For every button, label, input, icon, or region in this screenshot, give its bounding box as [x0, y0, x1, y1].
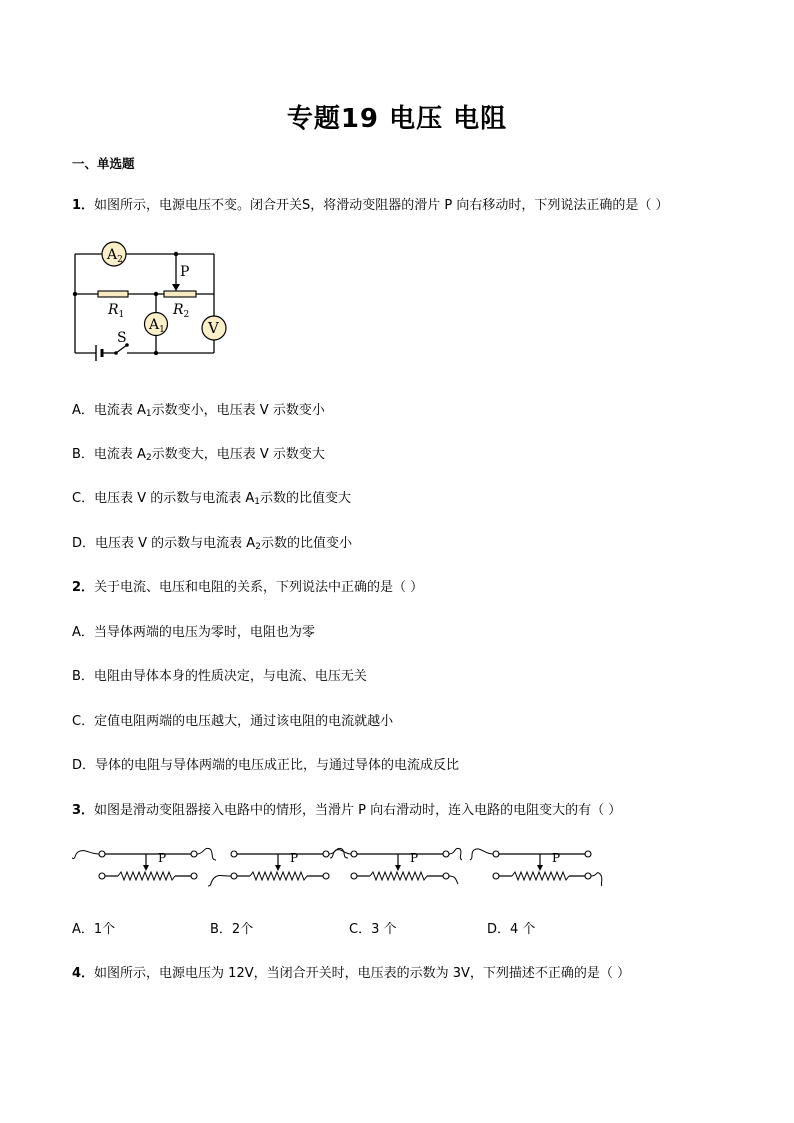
resistor-r1-label: $R_1$ — [108, 302, 125, 320]
section-heading: 一、单选题 — [72, 156, 135, 171]
slider-p-label: P — [552, 851, 561, 865]
q2-option-d: D．导体的电阻与导体两端的电压成正比，与通过导体的电流成反比 — [72, 758, 460, 773]
slider-p-label: P — [180, 264, 190, 280]
question-4 — [72, 962, 630, 981]
q3-option-a: A．1个 — [72, 922, 116, 937]
question-text: 关于电流、电压和电阻的关系，下列说法中正确的是（ ） — [94, 580, 424, 595]
q1-option-c: C．电压表 V 的示数与电流表 $A_1$示数的比值变大 — [72, 491, 352, 507]
slider-p-label: P — [290, 851, 299, 865]
switch-label: S — [117, 330, 127, 346]
q2-option-c: C．定值电阻两端的电压越大，通过该电阻的电流就越小 — [72, 714, 394, 729]
rheostat-2 — [208, 848, 348, 886]
q3-option-c: C．3 个 — [349, 922, 397, 937]
rheostat-diagrams-q3 — [70, 840, 610, 890]
voltmeter-label: V — [208, 319, 219, 337]
rheostat-1 — [72, 848, 216, 880]
slider-p-label: P — [410, 851, 419, 865]
question-1 — [72, 194, 669, 213]
q2-option-b: B．电阻由导体本身的性质决定，与电流、电压无关 — [72, 669, 367, 684]
question-text: 如图所示，电源电压为 12V，当闭合开关时，电压表的示数为 3V，下列描述不正确的是（ ） — [94, 966, 631, 981]
rheostat-3 — [330, 848, 462, 884]
question-number: 3． — [72, 803, 95, 818]
q3-option-d: D．4 个 — [487, 922, 536, 937]
question-number: 1． — [72, 198, 95, 213]
question-2 — [72, 576, 423, 595]
q2-option-a: A．当导体两端的电压为零时，电阻也为零 — [72, 625, 315, 640]
circuit-diagram-q1 — [66, 236, 246, 366]
question-number: 2． — [72, 580, 95, 595]
ammeter-a2-label: $A_2$ — [107, 247, 123, 265]
ammeter-a1-label: $A_1$ — [149, 317, 165, 335]
question-number: 4． — [72, 966, 95, 981]
resistor-r2-label: $R_2$ — [173, 302, 190, 320]
rheostat-4 — [470, 849, 602, 886]
slider-p-label: P — [158, 851, 167, 865]
question-3 — [72, 799, 621, 818]
question-text: 如图所示，电源电压不变。闭合开关S，将滑动变阻器的滑片 P 向右移动时，下列说法正确的是（ ） — [94, 198, 669, 213]
q3-option-b: B．2个 — [210, 922, 254, 937]
q1-option-d: D．电压表 V 的示数与电流表 $A_2$示数的比值变小 — [72, 536, 352, 552]
page-title: 专题19 电压 电阻 — [286, 104, 508, 134]
question-text: 如图是滑动变阻器接入电路中的情形，当滑片 P 向右滑动时，连入电路的电阻变大的有（ ） — [94, 803, 622, 818]
q1-option-a: A．电流表 $A_1$示数变小，电压表 V 示数变小 — [72, 403, 325, 419]
q1-option-b: B．电流表 $A_2$示数变大，电压表 V 示数变大 — [72, 447, 325, 463]
